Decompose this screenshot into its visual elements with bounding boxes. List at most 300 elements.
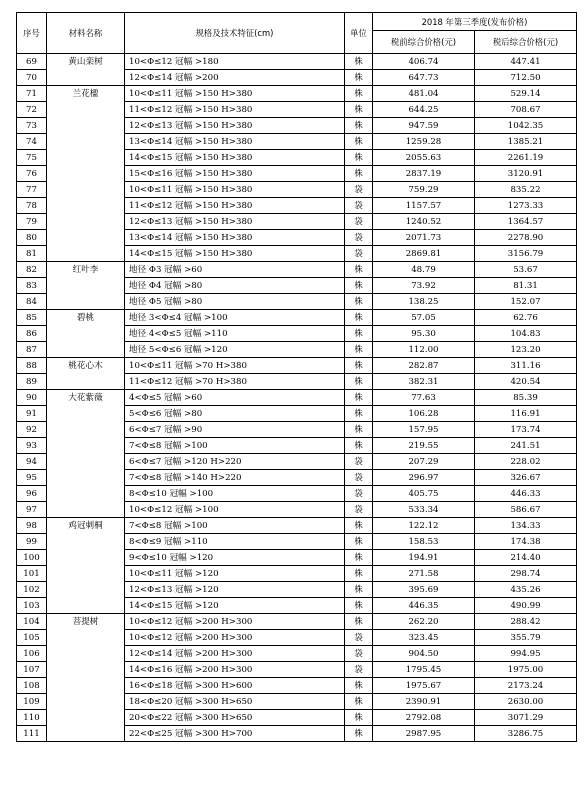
pre-tax-price: 647.73: [373, 70, 475, 86]
material-name: [47, 230, 125, 246]
material-name: [47, 534, 125, 550]
table-row: [17, 598, 577, 614]
row-number: 80: [17, 230, 47, 246]
post-tax-price: 104.83: [475, 326, 577, 342]
table-row: [17, 54, 577, 70]
pre-tax-price: 1259.28: [373, 134, 475, 150]
spec-text: 10<Φ≤11 冠幅 >150 H>380: [125, 182, 345, 198]
table-row: [17, 390, 577, 406]
spec-text: 4<Φ≤5 冠幅 >60: [125, 390, 345, 406]
post-tax-price: 3071.29: [475, 710, 577, 726]
unit: 株: [345, 118, 373, 134]
material-name: [47, 470, 125, 486]
post-tax-price: 712.50: [475, 70, 577, 86]
spec-text: 6<Φ≤7 冠幅 >90: [125, 422, 345, 438]
pre-tax-price: 158.53: [373, 534, 475, 550]
spec-text: 10<Φ≤12 冠幅 >200 H>300: [125, 614, 345, 630]
unit: 株: [345, 694, 373, 710]
table-row: [17, 70, 577, 86]
material-name: [47, 102, 125, 118]
spec-text: 14<Φ≤16 冠幅 >200 H>300: [125, 662, 345, 678]
unit: 袋: [345, 182, 373, 198]
row-number: 84: [17, 294, 47, 310]
table-row: [17, 454, 577, 470]
table-row: [17, 278, 577, 294]
header-pre-tax-price: 税前综合价格(元): [373, 31, 475, 54]
spec-text: 8<Φ≤10 冠幅 >100: [125, 486, 345, 502]
unit: 袋: [345, 198, 373, 214]
row-number: 89: [17, 374, 47, 390]
table-row: [17, 102, 577, 118]
post-tax-price: 241.51: [475, 438, 577, 454]
row-number: 71: [17, 86, 47, 102]
header-post-tax-price: 税后综合价格(元): [475, 31, 577, 54]
pre-tax-price: 2071.73: [373, 230, 475, 246]
unit: 株: [345, 326, 373, 342]
pre-tax-price: 2792.08: [373, 710, 475, 726]
material-name: 红叶李: [47, 262, 125, 278]
price-table: [16, 12, 577, 742]
unit: 株: [345, 374, 373, 390]
post-tax-price: 288.42: [475, 614, 577, 630]
unit: 袋: [345, 486, 373, 502]
table-row: [17, 150, 577, 166]
spec-text: 12<Φ≤14 冠幅 >200 H>300: [125, 646, 345, 662]
pre-tax-price: 1157.57: [373, 198, 475, 214]
material-name: 碧桃: [47, 310, 125, 326]
unit: 袋: [345, 454, 373, 470]
row-number: 91: [17, 406, 47, 422]
post-tax-price: 446.33: [475, 486, 577, 502]
post-tax-price: 1975.00: [475, 662, 577, 678]
material-name: 鸡冠刺桐: [47, 518, 125, 534]
table-row: [17, 118, 577, 134]
post-tax-price: 435.26: [475, 582, 577, 598]
post-tax-price: 3156.79: [475, 246, 577, 262]
unit: 株: [345, 598, 373, 614]
spec-text: 14<Φ≤15 冠幅 >150 H>380: [125, 246, 345, 262]
post-tax-price: 3120.91: [475, 166, 577, 182]
material-name: [47, 550, 125, 566]
spec-text: 14<Φ≤15 冠幅 >150 H>380: [125, 150, 345, 166]
row-number: 90: [17, 390, 47, 406]
material-name: [47, 502, 125, 518]
row-number: 69: [17, 54, 47, 70]
spec-text: 10<Φ≤11 冠幅 >70 H>380: [125, 358, 345, 374]
row-number: 101: [17, 566, 47, 582]
unit: 株: [345, 262, 373, 278]
row-number: 98: [17, 518, 47, 534]
table-row: [17, 662, 577, 678]
row-number: 88: [17, 358, 47, 374]
spec-text: 20<Φ≤22 冠幅 >300 H>650: [125, 710, 345, 726]
unit: 株: [345, 614, 373, 630]
pre-tax-price: 138.25: [373, 294, 475, 310]
unit: 株: [345, 406, 373, 422]
unit: 株: [345, 582, 373, 598]
pre-tax-price: 2869.81: [373, 246, 475, 262]
spec-text: 10<Φ≤12 冠幅 >100: [125, 502, 345, 518]
pre-tax-price: 57.05: [373, 310, 475, 326]
unit: 株: [345, 54, 373, 70]
spec-text: 10<Φ≤11 冠幅 >120: [125, 566, 345, 582]
spec-text: 地径 5<Φ≤6 冠幅 >120: [125, 342, 345, 358]
header-spec: 规格及技术特征(cm): [125, 13, 345, 54]
spec-text: 地径 4<Φ≤5 冠幅 >110: [125, 326, 345, 342]
post-tax-price: 298.74: [475, 566, 577, 582]
spec-text: 13<Φ≤14 冠幅 >150 H>380: [125, 134, 345, 150]
unit: 袋: [345, 230, 373, 246]
unit: 株: [345, 86, 373, 102]
table-row: [17, 230, 577, 246]
pre-tax-price: 112.00: [373, 342, 475, 358]
unit: 株: [345, 518, 373, 534]
spec-text: 10<Φ≤11 冠幅 >150 H>380: [125, 86, 345, 102]
material-name: [47, 630, 125, 646]
spec-text: 9<Φ≤10 冠幅 >120: [125, 550, 345, 566]
row-number: 97: [17, 502, 47, 518]
post-tax-price: 708.67: [475, 102, 577, 118]
material-name: [47, 710, 125, 726]
pre-tax-price: 481.04: [373, 86, 475, 102]
post-tax-price: 123.20: [475, 342, 577, 358]
pre-tax-price: 219.55: [373, 438, 475, 454]
unit: 袋: [345, 630, 373, 646]
post-tax-price: 355.79: [475, 630, 577, 646]
row-number: 77: [17, 182, 47, 198]
unit: 株: [345, 726, 373, 742]
row-number: 93: [17, 438, 47, 454]
material-name: [47, 726, 125, 742]
pre-tax-price: 95.30: [373, 326, 475, 342]
row-number: 83: [17, 278, 47, 294]
pre-tax-price: 207.29: [373, 454, 475, 470]
table-row: [17, 518, 577, 534]
spec-text: 14<Φ≤15 冠幅 >120: [125, 598, 345, 614]
material-name: [47, 166, 125, 182]
post-tax-price: 2630.00: [475, 694, 577, 710]
row-number: 110: [17, 710, 47, 726]
unit: 株: [345, 534, 373, 550]
row-number: 72: [17, 102, 47, 118]
unit: 株: [345, 550, 373, 566]
post-tax-price: 420.54: [475, 374, 577, 390]
post-tax-price: 1042.35: [475, 118, 577, 134]
row-number: 86: [17, 326, 47, 342]
table-row: [17, 646, 577, 662]
table-row: [17, 534, 577, 550]
table-row: [17, 566, 577, 582]
material-name: [47, 438, 125, 454]
pre-tax-price: 382.31: [373, 374, 475, 390]
post-tax-price: 116.91: [475, 406, 577, 422]
unit: 株: [345, 566, 373, 582]
post-tax-price: 152.07: [475, 294, 577, 310]
post-tax-price: 994.95: [475, 646, 577, 662]
table-row: [17, 422, 577, 438]
pre-tax-price: 644.25: [373, 102, 475, 118]
pre-tax-price: 406.74: [373, 54, 475, 70]
unit: 株: [345, 278, 373, 294]
material-name: [47, 198, 125, 214]
table-row: [17, 550, 577, 566]
spec-text: 11<Φ≤12 冠幅 >150 H>380: [125, 198, 345, 214]
spec-text: 地径 Φ4 冠幅 >80: [125, 278, 345, 294]
material-name: [47, 662, 125, 678]
pre-tax-price: 1975.67: [373, 678, 475, 694]
pre-tax-price: 194.91: [373, 550, 475, 566]
material-name: [47, 134, 125, 150]
pre-tax-price: 2390.91: [373, 694, 475, 710]
post-tax-price: 1385.21: [475, 134, 577, 150]
table-row: [17, 294, 577, 310]
table-row: [17, 630, 577, 646]
pre-tax-price: 2987.95: [373, 726, 475, 742]
row-number: 92: [17, 422, 47, 438]
spec-text: 地径 Φ5 冠幅 >80: [125, 294, 345, 310]
unit: 袋: [345, 214, 373, 230]
spec-text: 12<Φ≤13 冠幅 >150 H>380: [125, 118, 345, 134]
post-tax-price: 1364.57: [475, 214, 577, 230]
material-name: [47, 486, 125, 502]
table-row: [17, 166, 577, 182]
table-row: [17, 310, 577, 326]
pre-tax-price: 405.75: [373, 486, 475, 502]
pre-tax-price: 48.79: [373, 262, 475, 278]
table-row: [17, 710, 577, 726]
unit: 株: [345, 166, 373, 182]
pre-tax-price: 395.69: [373, 582, 475, 598]
post-tax-price: 586.67: [475, 502, 577, 518]
unit: 袋: [345, 646, 373, 662]
spec-text: 13<Φ≤14 冠幅 >150 H>380: [125, 230, 345, 246]
material-name: [47, 694, 125, 710]
table-row: [17, 406, 577, 422]
header-period: 2018 年第三季度(发布价格): [373, 13, 577, 31]
unit: 株: [345, 710, 373, 726]
material-name: [47, 582, 125, 598]
material-name: 桃花心木: [47, 358, 125, 374]
pre-tax-price: 282.87: [373, 358, 475, 374]
post-tax-price: 529.14: [475, 86, 577, 102]
material-name: [47, 118, 125, 134]
unit: 株: [345, 150, 373, 166]
material-name: [47, 422, 125, 438]
row-number: 107: [17, 662, 47, 678]
row-number: 81: [17, 246, 47, 262]
spec-text: 6<Φ≤7 冠幅 >120 H>220: [125, 454, 345, 470]
row-number: 79: [17, 214, 47, 230]
table-row: [17, 614, 577, 630]
post-tax-price: 134.33: [475, 518, 577, 534]
post-tax-price: 2278.90: [475, 230, 577, 246]
row-number: 76: [17, 166, 47, 182]
table-row: [17, 694, 577, 710]
post-tax-price: 447.41: [475, 54, 577, 70]
row-number: 96: [17, 486, 47, 502]
material-name: 兰花楹: [47, 86, 125, 102]
unit: 株: [345, 678, 373, 694]
post-tax-price: 214.40: [475, 550, 577, 566]
spec-text: 12<Φ≤13 冠幅 >150 H>380: [125, 214, 345, 230]
pre-tax-price: 77.63: [373, 390, 475, 406]
table-row: [17, 86, 577, 102]
row-number: 70: [17, 70, 47, 86]
post-tax-price: 2173.24: [475, 678, 577, 694]
material-name: [47, 182, 125, 198]
row-number: 94: [17, 454, 47, 470]
material-name: [47, 678, 125, 694]
table-header: [17, 13, 577, 54]
table-row: [17, 342, 577, 358]
material-name: [47, 598, 125, 614]
pre-tax-price: 122.12: [373, 518, 475, 534]
material-name: [47, 294, 125, 310]
post-tax-price: 3286.75: [475, 726, 577, 742]
material-name: [47, 454, 125, 470]
spec-text: 7<Φ≤8 冠幅 >140 H>220: [125, 470, 345, 486]
table-row: [17, 214, 577, 230]
material-name: [47, 150, 125, 166]
pre-tax-price: 2837.19: [373, 166, 475, 182]
row-number: 105: [17, 630, 47, 646]
post-tax-price: 490.99: [475, 598, 577, 614]
row-number: 106: [17, 646, 47, 662]
spec-text: 11<Φ≤12 冠幅 >150 H>380: [125, 102, 345, 118]
spec-text: 10<Φ≤12 冠幅 >200 H>300: [125, 630, 345, 646]
table-body: [17, 54, 577, 742]
table-row: [17, 486, 577, 502]
row-number: 100: [17, 550, 47, 566]
pre-tax-price: 106.28: [373, 406, 475, 422]
unit: 株: [345, 310, 373, 326]
row-number: 109: [17, 694, 47, 710]
pre-tax-price: 271.58: [373, 566, 475, 582]
post-tax-price: 326.67: [475, 470, 577, 486]
table-row: [17, 262, 577, 278]
material-name: [47, 326, 125, 342]
table-row: [17, 678, 577, 694]
pre-tax-price: 262.20: [373, 614, 475, 630]
spec-text: 12<Φ≤13 冠幅 >120: [125, 582, 345, 598]
header-no: 序号: [17, 13, 47, 54]
table-row: [17, 358, 577, 374]
table-row: [17, 374, 577, 390]
table-row: [17, 134, 577, 150]
spec-text: 地径 Φ3 冠幅 >60: [125, 262, 345, 278]
row-number: 74: [17, 134, 47, 150]
table-row: [17, 198, 577, 214]
spec-text: 地径 3<Φ≤4 冠幅 >100: [125, 310, 345, 326]
material-name: [47, 342, 125, 358]
unit: 袋: [345, 662, 373, 678]
row-number: 103: [17, 598, 47, 614]
pre-tax-price: 157.95: [373, 422, 475, 438]
pre-tax-price: 947.59: [373, 118, 475, 134]
pre-tax-price: 73.92: [373, 278, 475, 294]
post-tax-price: 53.67: [475, 262, 577, 278]
spec-text: 22<Φ≤25 冠幅 >300 H>700: [125, 726, 345, 742]
unit: 株: [345, 70, 373, 86]
post-tax-price: 2261.19: [475, 150, 577, 166]
pre-tax-price: 1795.45: [373, 662, 475, 678]
material-name: [47, 374, 125, 390]
pre-tax-price: 904.50: [373, 646, 475, 662]
unit: 株: [345, 134, 373, 150]
row-number: 102: [17, 582, 47, 598]
pre-tax-price: 1240.52: [373, 214, 475, 230]
material-name: 黄山栾树: [47, 54, 125, 70]
unit: 袋: [345, 246, 373, 262]
spec-text: 11<Φ≤12 冠幅 >70 H>380: [125, 374, 345, 390]
post-tax-price: 85.39: [475, 390, 577, 406]
table-row: [17, 470, 577, 486]
material-name: [47, 566, 125, 582]
unit: 株: [345, 102, 373, 118]
unit: 袋: [345, 470, 373, 486]
material-name: [47, 246, 125, 262]
table-row: [17, 502, 577, 518]
header-unit: 单位: [345, 13, 373, 54]
pre-tax-price: 446.35: [373, 598, 475, 614]
table-row: [17, 438, 577, 454]
material-name: [47, 278, 125, 294]
material-name: [47, 646, 125, 662]
row-number: 104: [17, 614, 47, 630]
row-number: 78: [17, 198, 47, 214]
pre-tax-price: 323.45: [373, 630, 475, 646]
row-number: 85: [17, 310, 47, 326]
row-number: 99: [17, 534, 47, 550]
table-row: [17, 182, 577, 198]
table-row: [17, 326, 577, 342]
pre-tax-price: 296.97: [373, 470, 475, 486]
spec-text: 12<Φ≤14 冠幅 >200: [125, 70, 345, 86]
post-tax-price: 311.16: [475, 358, 577, 374]
post-tax-price: 173.74: [475, 422, 577, 438]
spec-text: 15<Φ≤16 冠幅 >150 H>380: [125, 166, 345, 182]
header-material-name: 材料名称: [47, 13, 125, 54]
table-row: [17, 246, 577, 262]
unit: 株: [345, 294, 373, 310]
post-tax-price: 1273.33: [475, 198, 577, 214]
pre-tax-price: 533.34: [373, 502, 475, 518]
table-row: [17, 726, 577, 742]
material-name: [47, 214, 125, 230]
unit: 株: [345, 422, 373, 438]
post-tax-price: 81.31: [475, 278, 577, 294]
unit: 株: [345, 390, 373, 406]
row-number: 108: [17, 678, 47, 694]
post-tax-price: 174.38: [475, 534, 577, 550]
row-number: 87: [17, 342, 47, 358]
unit: 株: [345, 342, 373, 358]
post-tax-price: 228.02: [475, 454, 577, 470]
row-number: 111: [17, 726, 47, 742]
material-name: [47, 406, 125, 422]
row-number: 73: [17, 118, 47, 134]
spec-text: 16<Φ≤18 冠幅 >300 H>600: [125, 678, 345, 694]
pre-tax-price: 2055.63: [373, 150, 475, 166]
spec-text: 8<Φ≤9 冠幅 >110: [125, 534, 345, 550]
unit: 株: [345, 358, 373, 374]
unit: 袋: [345, 502, 373, 518]
post-tax-price: 62.76: [475, 310, 577, 326]
material-name: [47, 70, 125, 86]
spec-text: 7<Φ≤8 冠幅 >100: [125, 518, 345, 534]
row-number: 75: [17, 150, 47, 166]
spec-text: 5<Φ≤6 冠幅 >80: [125, 406, 345, 422]
